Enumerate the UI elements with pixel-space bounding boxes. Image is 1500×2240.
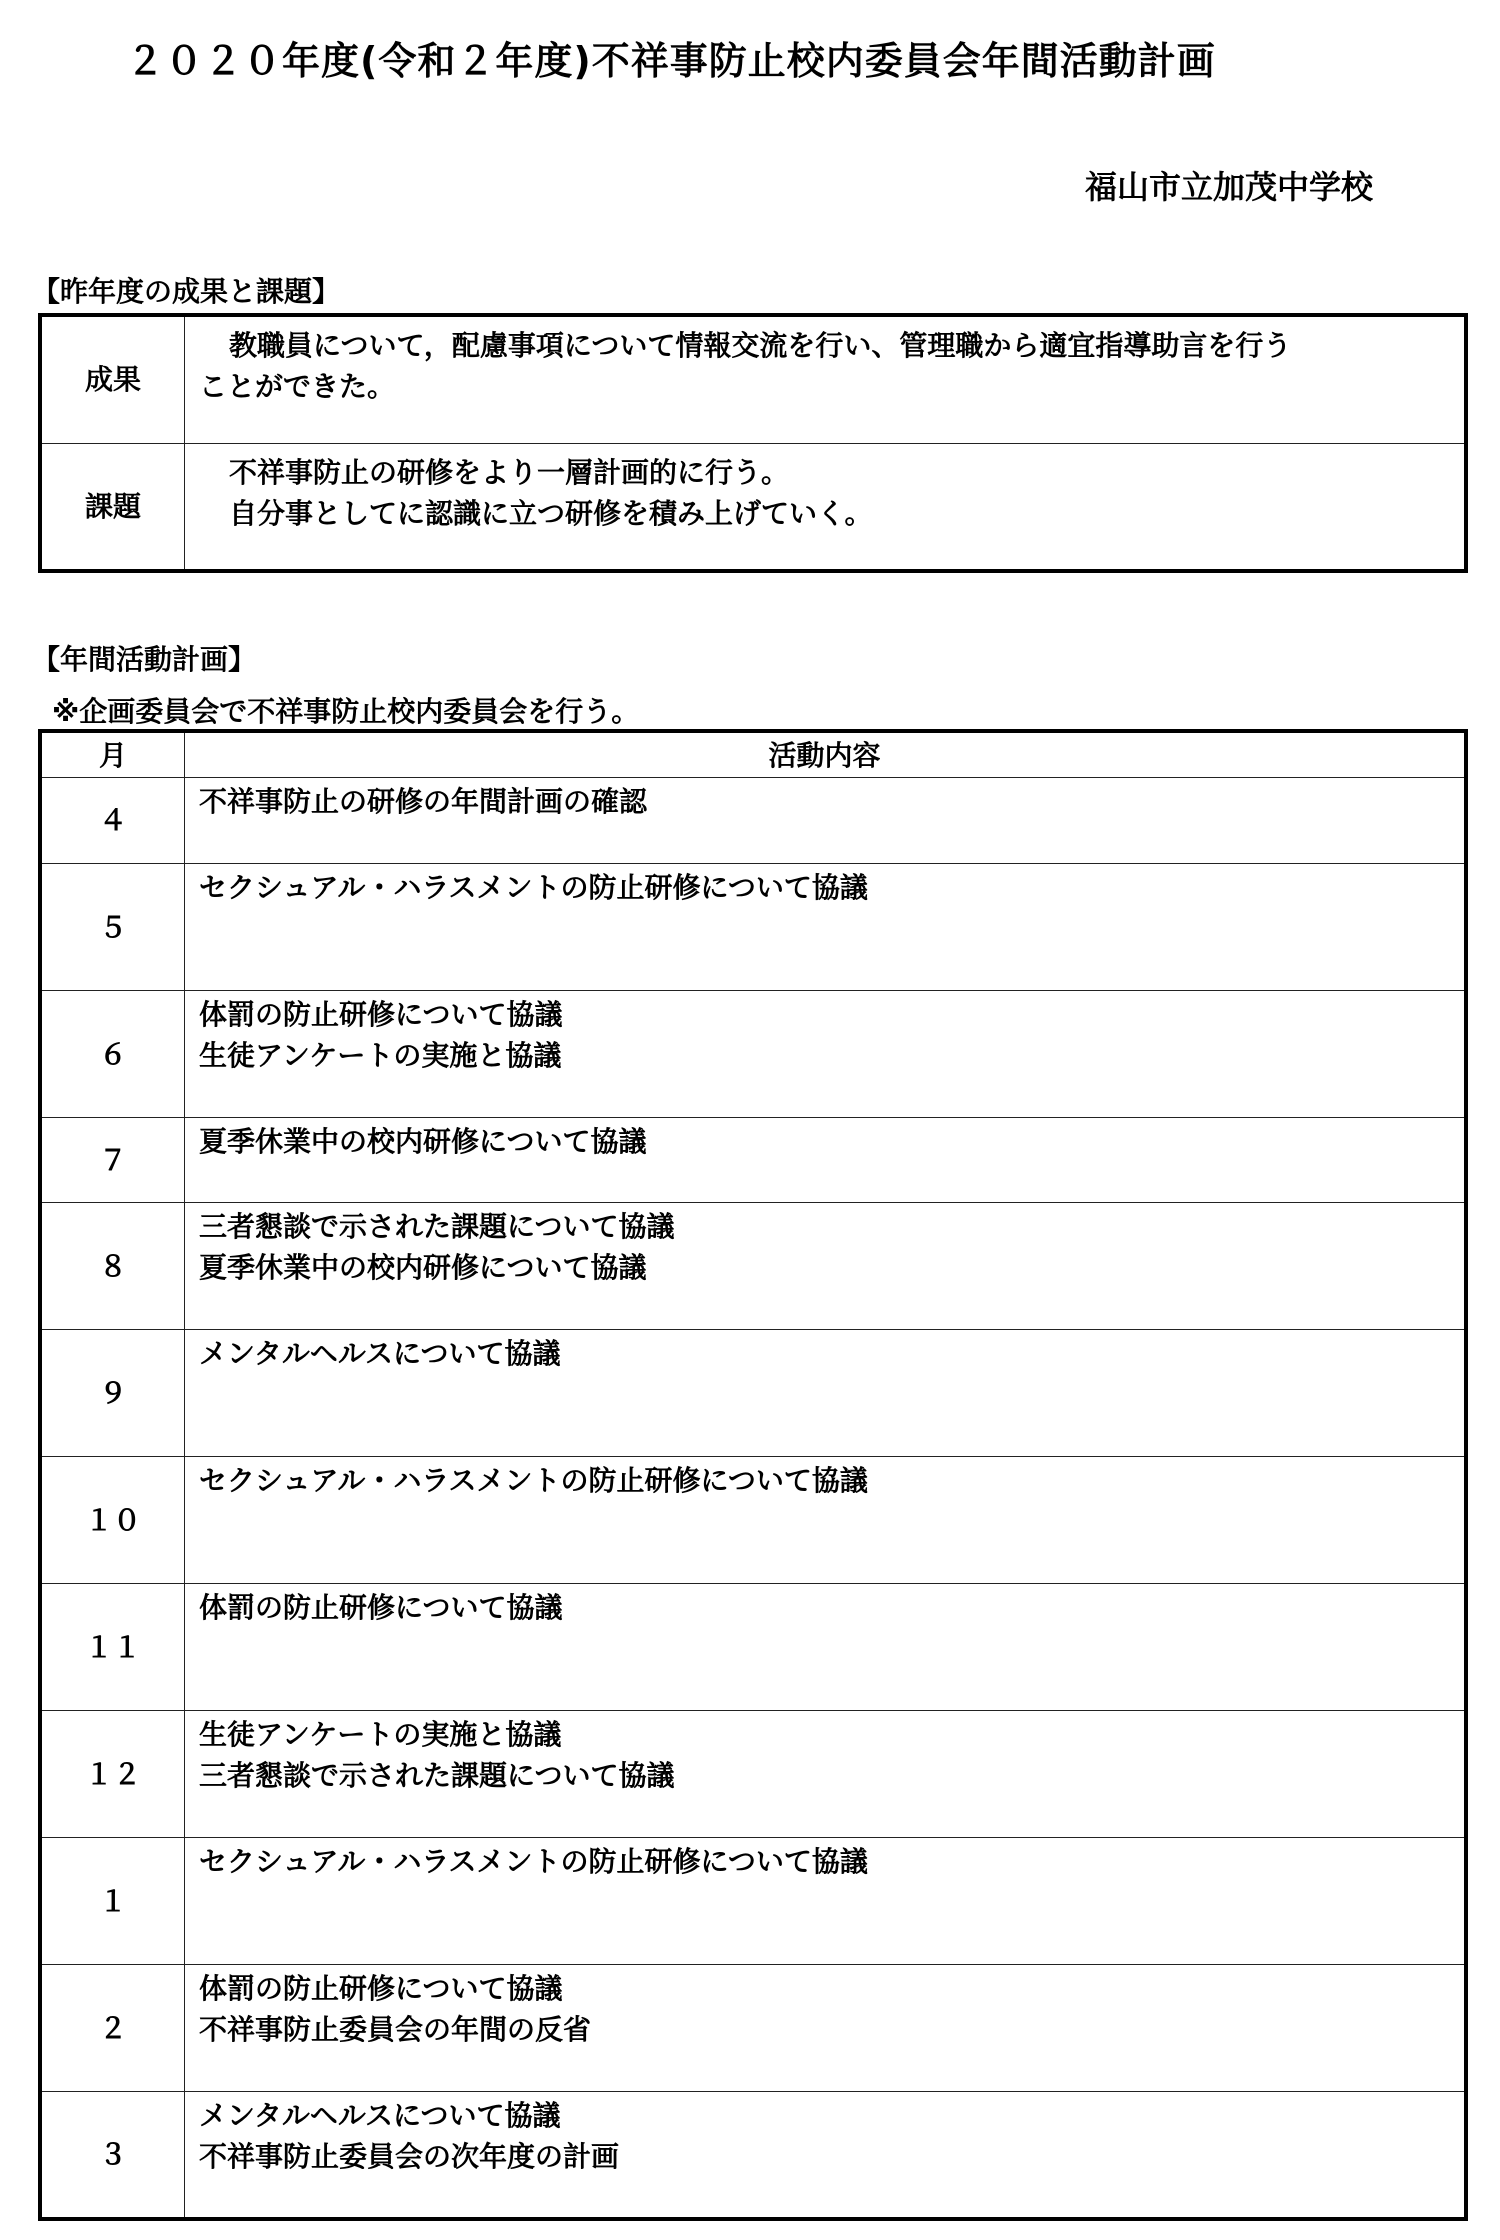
plan-note: ※企画委員会で不祥事防止校内委員会を行う。 <box>52 695 640 728</box>
activity-line: 不祥事防止委員会の次年度の計画 <box>199 2140 620 2173</box>
activity-line: セクシュアル・ハラスメントの防止研修について協議 <box>199 1464 868 1497</box>
plan-activity <box>185 864 1467 991</box>
plan-month: ６ <box>40 991 185 1118</box>
plan-month: ７ <box>40 1118 185 1203</box>
plan-activity <box>185 1457 1467 1584</box>
review-results-line-2: ことができた。 <box>199 370 396 403</box>
plan-row <box>40 1584 1466 1711</box>
activity-line: 体罰の防止研修について協議 <box>199 1591 563 1624</box>
review-row-issues <box>40 443 1466 571</box>
plan-month: ４ <box>40 778 185 864</box>
plan-row <box>40 864 1466 991</box>
plan-activity <box>185 1584 1467 1711</box>
plan-row <box>40 1203 1466 1330</box>
plan-month: ５ <box>40 864 185 991</box>
activity-line: 不祥事防止の研修の年間計画の確認 <box>199 785 648 818</box>
plan-row <box>40 1330 1466 1457</box>
activity-line: 不祥事防止委員会の年間の反省 <box>199 2013 592 2046</box>
activity-line: 体罰の防止研修について協議 <box>199 998 563 1031</box>
review-issues-line-1: 不祥事防止の研修をより一層計画的に行う。 <box>229 455 790 489</box>
plan-activity <box>185 1711 1467 1838</box>
activity-line: 生徒アンケートの実施と協議 <box>199 1039 562 1072</box>
review-content-issues <box>185 443 1467 571</box>
activity-line: メンタルヘルスについて協議 <box>199 2099 561 2132</box>
review-row-results <box>40 315 1466 443</box>
activity-line: 三者懇談で示された課題について協議 <box>199 1759 675 1792</box>
column-header-activity: 活動内容 <box>185 731 1467 778</box>
plan-month: １０ <box>40 1457 185 1584</box>
plan-header-row <box>40 731 1466 778</box>
plan-month: １ <box>40 1838 185 1965</box>
plan-heading: 【年間活動計画】 <box>32 643 257 676</box>
column-header-month: 月 <box>40 731 185 778</box>
plan-row <box>40 1838 1466 1965</box>
review-results-line-1: 教職員について，配慮事項について情報交流を行い、管理職から適宜指導助言を行う <box>229 329 1292 362</box>
activity-line: 夏季休業中の校内研修について協議 <box>199 1125 647 1158</box>
school-name: 福山市立加茂中学校 <box>1085 168 1374 206</box>
activity-line: セクシュアル・ハラスメントの防止研修について協議 <box>199 871 868 904</box>
plan-activity <box>185 2092 1467 2219</box>
plan-row <box>40 1457 1466 1584</box>
plan-month: ９ <box>40 1330 185 1457</box>
activity-line: 夏季休業中の校内研修について協議 <box>199 1251 647 1284</box>
review-label-results: 成果 <box>40 315 185 443</box>
plan-month: ２ <box>40 1965 185 2092</box>
plan-activity <box>185 1118 1467 1203</box>
plan-activity <box>185 1203 1467 1330</box>
plan-activity <box>185 778 1467 864</box>
review-issues-line-2: 自分事としてに認識に立つ研修を積み上げていく。 <box>229 496 873 530</box>
plan-month: １２ <box>40 1711 185 1838</box>
plan-month: １１ <box>40 1584 185 1711</box>
plan-row <box>40 1118 1466 1203</box>
review-label-issues: 課題 <box>40 443 185 571</box>
document-title: ２０２０年度(令和２年度)不祥事防止校内委員会年間活動計画 <box>126 39 1216 83</box>
plan-row <box>40 1965 1466 2092</box>
plan-month: ３ <box>40 2092 185 2219</box>
plan-activity <box>185 1330 1467 1457</box>
plan-activity <box>185 1965 1467 2092</box>
review-table <box>38 313 1468 573</box>
plan-row <box>40 991 1466 1118</box>
review-content-results <box>185 315 1467 443</box>
activity-line: 生徒アンケートの実施と協議 <box>199 1718 562 1751</box>
plan-month: ８ <box>40 1203 185 1330</box>
activity-line: メンタルヘルスについて協議 <box>199 1337 561 1370</box>
plan-row <box>40 1711 1466 1838</box>
plan-activity <box>185 991 1467 1118</box>
activity-line: 三者懇談で示された課題について協議 <box>199 1210 675 1243</box>
annual-plan-table <box>38 729 1468 2221</box>
plan-row <box>40 2092 1466 2219</box>
activity-line: セクシュアル・ハラスメントの防止研修について協議 <box>199 1845 868 1878</box>
plan-activity <box>185 1838 1467 1965</box>
activity-line: 体罰の防止研修について協議 <box>199 1972 563 2005</box>
plan-row <box>40 778 1466 864</box>
review-heading: 【昨年度の成果と課題】 <box>32 275 341 308</box>
